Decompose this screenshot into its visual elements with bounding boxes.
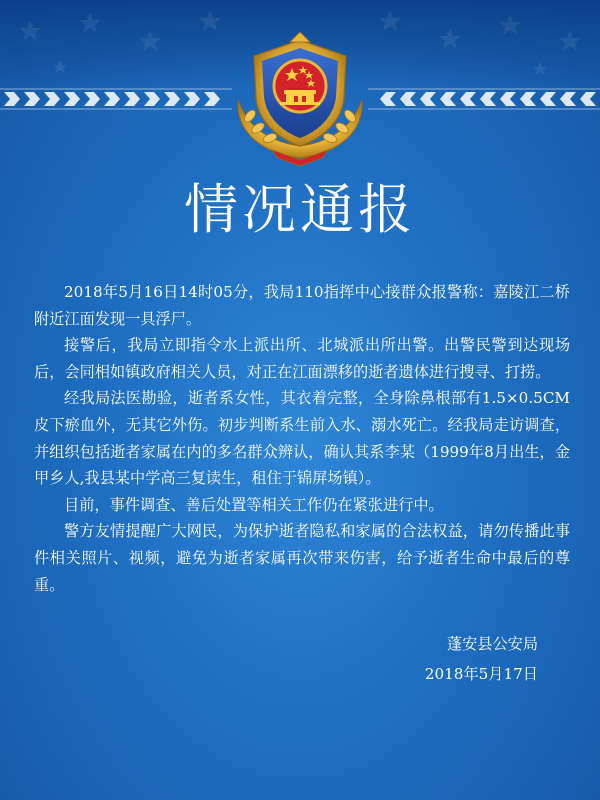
- paragraph-report-received: 2018年5月16日14时05分，我局110指挥中心接群众报警称：嘉陵江二桥附近江面发现一具浮尸。: [34, 283, 570, 328]
- header-banner: [0, 0, 600, 170]
- paragraph-dispatch: 接警后，我局立即指令水上派出所、北城派出所出警。出警民警到达现场后，会同相如镇政府相关人员，对正在江面漂移的逝者遗体进行搜寻、打捞。: [34, 336, 570, 381]
- paragraph-ongoing-investigation: 目前，事件调查、善后处置等相关工作仍在紧张进行中。: [64, 495, 444, 514]
- issuing-organization: 蓬安县公安局: [446, 635, 538, 653]
- notice-body: [34, 279, 570, 598]
- signature-block: [425, 629, 538, 689]
- left-wing-chevrons: [0, 88, 232, 110]
- paragraph-public-reminder: 警方友情提醒广大网民，为保护逝者隐私和家属的合法权益，请勿传播此事件相关照片、视频，避免为逝者家属再次带来伤害，给予逝者生命中最后的尊重。: [34, 522, 570, 594]
- right-wing-chevrons: [368, 88, 600, 110]
- issue-date: 2018年5月17日: [424, 665, 538, 683]
- paragraph-forensic-findings: 经我局法医勘验，逝者系女性，其衣着完整，全身除鼻根部有1.5×0.5CM皮下瘀血外，无其它外伤。初步判断系生前入水、溺水死亡。经我局走访调查，并组织包括逝者家属在内的多名群众辨认，确认其系李某（1999年8月出生，金甲乡人,我县某中学高三复读生，租住于锦屏场镇）。: [34, 389, 570, 488]
- page-title: 情况通报: [184, 178, 416, 241]
- header-decoration: [0, 0, 600, 170]
